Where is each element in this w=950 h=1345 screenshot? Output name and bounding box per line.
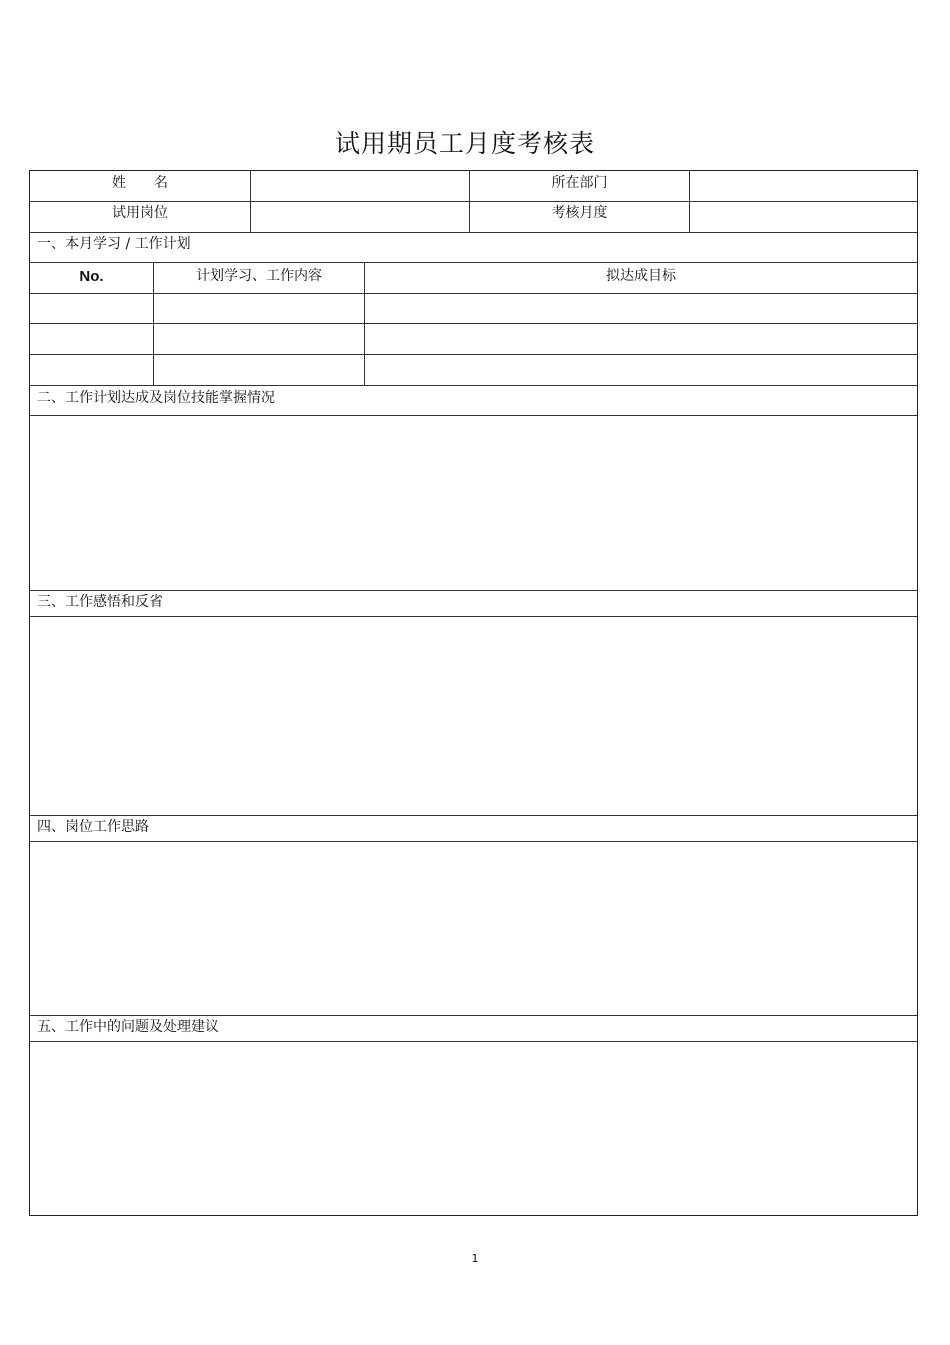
plan-row-1-target[interactable] [365, 294, 916, 322]
plan-row-1-no[interactable] [31, 294, 152, 322]
plan-row-3-no[interactable] [31, 355, 152, 383]
section-3-textarea[interactable] [31, 618, 916, 814]
department-field[interactable] [690, 172, 917, 200]
form-title: 试用期员工月度考核表 [334, 129, 595, 158]
col-header-target: 拟达成目标 [606, 268, 676, 284]
name-field[interactable] [251, 172, 469, 200]
plan-row-1-content[interactable] [154, 294, 363, 322]
section-4-heading: 四、岗位工作思路 [37, 819, 149, 835]
row-divider [30, 262, 917, 263]
assessment-form [29, 170, 918, 1216]
section-3-heading: 三、工作感悟和反省 [37, 594, 163, 610]
plan-row-3-content[interactable] [154, 355, 363, 383]
page-number: 1 [471, 1252, 479, 1265]
section-2-heading: 二、工作计划达成及岗位技能掌握情况 [37, 390, 275, 406]
position-field[interactable] [251, 203, 469, 231]
plan-row-2-no[interactable] [31, 324, 152, 352]
col-header-no: No. [79, 268, 104, 285]
row-divider [30, 201, 917, 202]
row-divider [30, 415, 917, 416]
section-4-textarea[interactable] [31, 843, 916, 1014]
row-divider [30, 616, 917, 617]
plan-row-3-target[interactable] [365, 355, 916, 383]
row-divider [30, 815, 917, 816]
row-divider [30, 232, 917, 233]
row-divider [30, 1015, 917, 1016]
col-header-content: 计划学习、工作内容 [196, 268, 322, 284]
section-5-textarea[interactable] [31, 1043, 916, 1215]
month-label: 考核月度 [551, 205, 608, 221]
month-field[interactable] [690, 203, 917, 231]
row-divider [30, 590, 917, 591]
section-2-textarea[interactable] [31, 417, 916, 589]
section-1-heading: 一、本月学习 / 工作计划 [37, 236, 191, 252]
section-5-heading: 五、工作中的问题及处理建议 [37, 1019, 219, 1035]
plan-row-2-target[interactable] [365, 324, 916, 352]
department-label: 所在部门 [551, 175, 608, 191]
name-label: 姓 名 [112, 175, 168, 191]
row-divider [30, 841, 917, 842]
row-divider [30, 1041, 917, 1042]
row-divider [30, 385, 917, 386]
plan-row-2-content[interactable] [154, 324, 363, 352]
position-label: 试用岗位 [112, 205, 168, 221]
